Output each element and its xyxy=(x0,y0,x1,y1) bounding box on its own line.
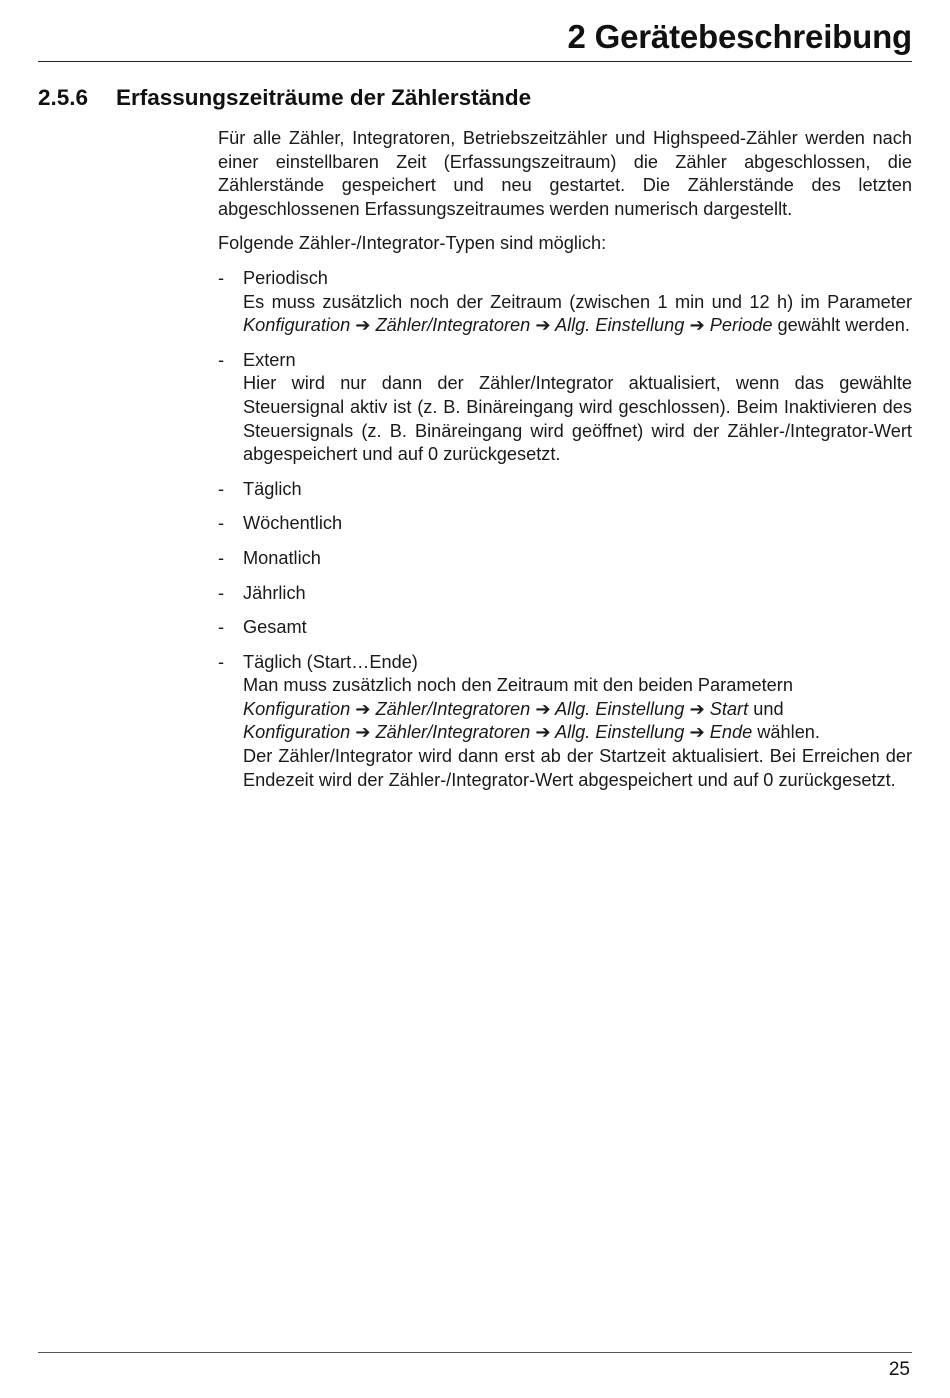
arrow-right-icon: ➔ xyxy=(535,315,551,336)
list-item-label: Täglich xyxy=(243,478,302,499)
list-dash: - xyxy=(218,478,225,499)
list-item-gesamt xyxy=(218,616,912,640)
list-dash: - xyxy=(218,349,225,370)
arrow-right-icon: ➔ xyxy=(355,315,371,336)
list-item-label: Monatlich xyxy=(243,547,321,568)
list-item-jaehrlich xyxy=(218,582,912,606)
list-item-label: Periodisch xyxy=(243,267,328,288)
list-dash: - xyxy=(218,582,225,603)
parameter-path: Konfiguration ➔ Zähler/Integratoren ➔ Allg. Einstellung ➔ Periode xyxy=(243,315,773,336)
list-dash: - xyxy=(218,547,225,568)
header-rule xyxy=(38,61,912,62)
list-dash: - xyxy=(218,513,225,534)
counter-type-list xyxy=(218,267,912,792)
arrow-right-icon: ➔ xyxy=(689,722,705,743)
list-item-label: Wöchentlich xyxy=(243,513,343,534)
section-number: 2.5.6 xyxy=(38,85,89,110)
chapter-title: 2 Gerätebeschreibung xyxy=(567,18,912,55)
footer-rule xyxy=(38,1352,912,1353)
list-dash: - xyxy=(218,617,225,638)
list-item-taeglich xyxy=(218,478,912,502)
parameter-path-end: Konfiguration ➔ Zähler/Integratoren ➔ Allg. Einstellung ➔ Ende xyxy=(243,722,753,743)
list-item-label: Jährlich xyxy=(243,582,306,603)
arrow-right-icon: ➔ xyxy=(355,698,371,719)
list-item-description: Hier wird nur dann der Zähler/Integrator aktualisiert, wenn das gewählte Steuersignal aktiv ist (z. B. Binäreingang wird geschlossen). Beim Inaktivieren des Steuersignals (z. B. Binäreingang wird geöffnet) wird der Zähler-/Integrator-Wert abgespeichert und auf 0 zurückgesetzt. xyxy=(243,373,912,465)
section-title: Erfassungszeiträume der Zählerstände xyxy=(116,85,532,110)
arrow-right-icon: ➔ xyxy=(535,722,551,743)
section-heading xyxy=(38,85,531,111)
body-content xyxy=(218,127,912,803)
list-item-description: Man muss zusätzlich noch den Zeitraum mit den beiden Parametern Konfiguration ➔ Zähler/Integratoren ➔ Allg. Einstellung ➔ Start und Konfiguration ➔ Zähler/Integratoren ➔ Allg. Einstellung ➔ Ende wählen. Der Zähler/Integrator wird dann erst ab der Startzeit aktualisiert. Bei Erreichen der Endezeit wird der Zähler-/Integrator-Wert abgespeichert und auf 0 zurückgesetzt. xyxy=(243,675,912,790)
arrow-right-icon: ➔ xyxy=(535,698,551,719)
list-item-label: Gesamt xyxy=(243,617,307,638)
arrow-right-icon: ➔ xyxy=(355,722,371,743)
list-item-extern xyxy=(218,349,912,467)
parameter-path-start: Konfiguration ➔ Zähler/Integratoren ➔ Allg. Einstellung ➔ Start xyxy=(243,698,749,719)
arrow-right-icon: ➔ xyxy=(689,698,705,719)
list-item-monatlich xyxy=(218,547,912,571)
page-number: 25 xyxy=(888,1359,910,1380)
list-item-label: Täglich (Start…Ende) xyxy=(243,651,418,672)
arrow-right-icon: ➔ xyxy=(689,315,705,336)
list-item-woechentlich xyxy=(218,512,912,536)
intro-paragraph: Für alle Zähler, Integratoren, Betriebszeitzähler und Highspeed-Zähler werden nach einer einstellbaren Zeit (Erfassungszeitraum) die Zähler abgeschlossen, die Zählerstände gespeichert und neu gestartet. Die Zählerstände des letzten abgeschlossenen Erfassungszeitraumes werden numerisch dargestellt. xyxy=(218,128,912,219)
list-dash: - xyxy=(218,267,225,288)
list-dash: - xyxy=(218,651,225,672)
list-item-description: Es muss zusätzlich noch der Zeitraum (zwischen 1 min und 12 h) im Parameter Konfiguration ➔ Zähler/Integratoren ➔ Allg. Einstellung ➔ Periode gewählt werden. xyxy=(243,291,912,336)
list-item-periodisch xyxy=(218,267,912,338)
list-intro: Folgende Zähler-/Integrator-Typen sind möglich: xyxy=(218,233,607,254)
list-item-label: Extern xyxy=(243,349,296,370)
list-item-taeglich-start-ende xyxy=(218,651,912,793)
